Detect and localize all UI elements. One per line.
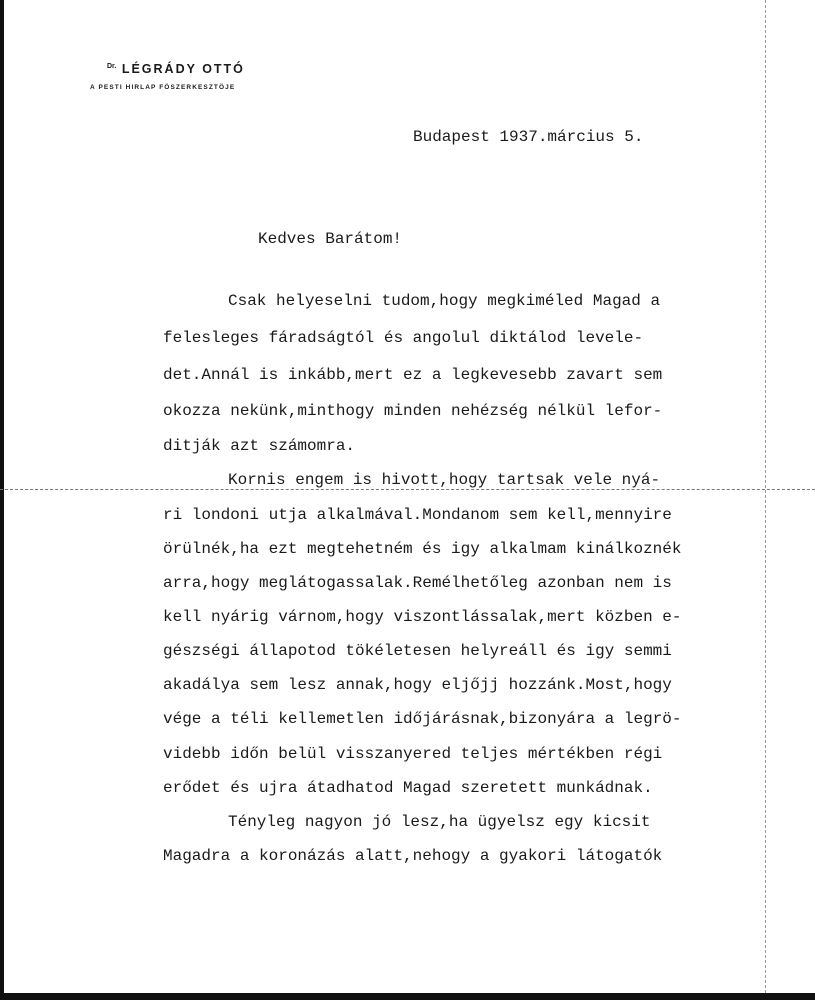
body-line: akadálya sem lesz annak,hogy eljőjj hozzánk.Most,hogy — [163, 676, 672, 694]
scan-edge-left — [0, 0, 4, 1000]
name: LÉGRÁDY OTTÓ — [121, 62, 245, 76]
name-prefix: Dr. — [107, 62, 117, 70]
body-line: arra,hogy meglátogassalak.Remélhetőleg azonban nem is — [163, 574, 672, 592]
body-line: Kornis engem is hivott,hogy tartsak vele nyá- — [228, 471, 661, 489]
body-line: Csak helyeselni tudom,hogy megkiméled Magad a — [228, 292, 661, 310]
body-line: örülnék,ha ezt megtehetném és igy alkalmam kinálkoznék — [163, 540, 682, 558]
salutation: Kedves Barátom! — [258, 230, 403, 248]
body-line: det.Annál is inkább,mert ez a legkevesebb zavart sem — [163, 366, 663, 384]
body-line: kell nyárig várnom,hogy viszontlássalak,mert közben e- — [163, 608, 682, 626]
body-line: vége a téli kellemetlen időjárásnak,bizonyára a legrö- — [163, 710, 682, 728]
body-line: Tényleg nagyon jó lesz,ha ügyelsz egy kicsit — [228, 813, 651, 831]
body-line: erődet és ujra átadhatod Magad szeretett munkádnak. — [163, 779, 653, 797]
body-line: Magadra a koronázás alatt,nehogy a gyakori látogatók — [163, 847, 663, 865]
scan-fold-horizontal — [0, 489, 815, 490]
body-line: okozza nekünk,minthogy minden nehézség nélkül lefor- — [163, 402, 663, 420]
scan-edge-bottom — [0, 993, 815, 1000]
body-line: ditják azt számomra. — [163, 437, 356, 455]
body-line: felesleges fáradságtól és angolul diktálod levele- — [163, 329, 644, 347]
body-line: ri londoni utja alkalmával.Mondanom sem kell,mennyire — [163, 506, 672, 524]
letterhead-name — [107, 62, 245, 76]
body-line: videbb időn belül visszanyered teljes mértékben régi — [163, 745, 663, 763]
date-line: Budapest 1937.március 5. — [413, 128, 644, 146]
letterhead-title: A PESTI HIRLAP FÖSZERKESZTÖJE — [90, 84, 236, 91]
body-line: gészségi állapotod tökéletesen helyreáll és igy semmi — [163, 642, 672, 660]
scan-fold-vertical — [765, 0, 766, 993]
